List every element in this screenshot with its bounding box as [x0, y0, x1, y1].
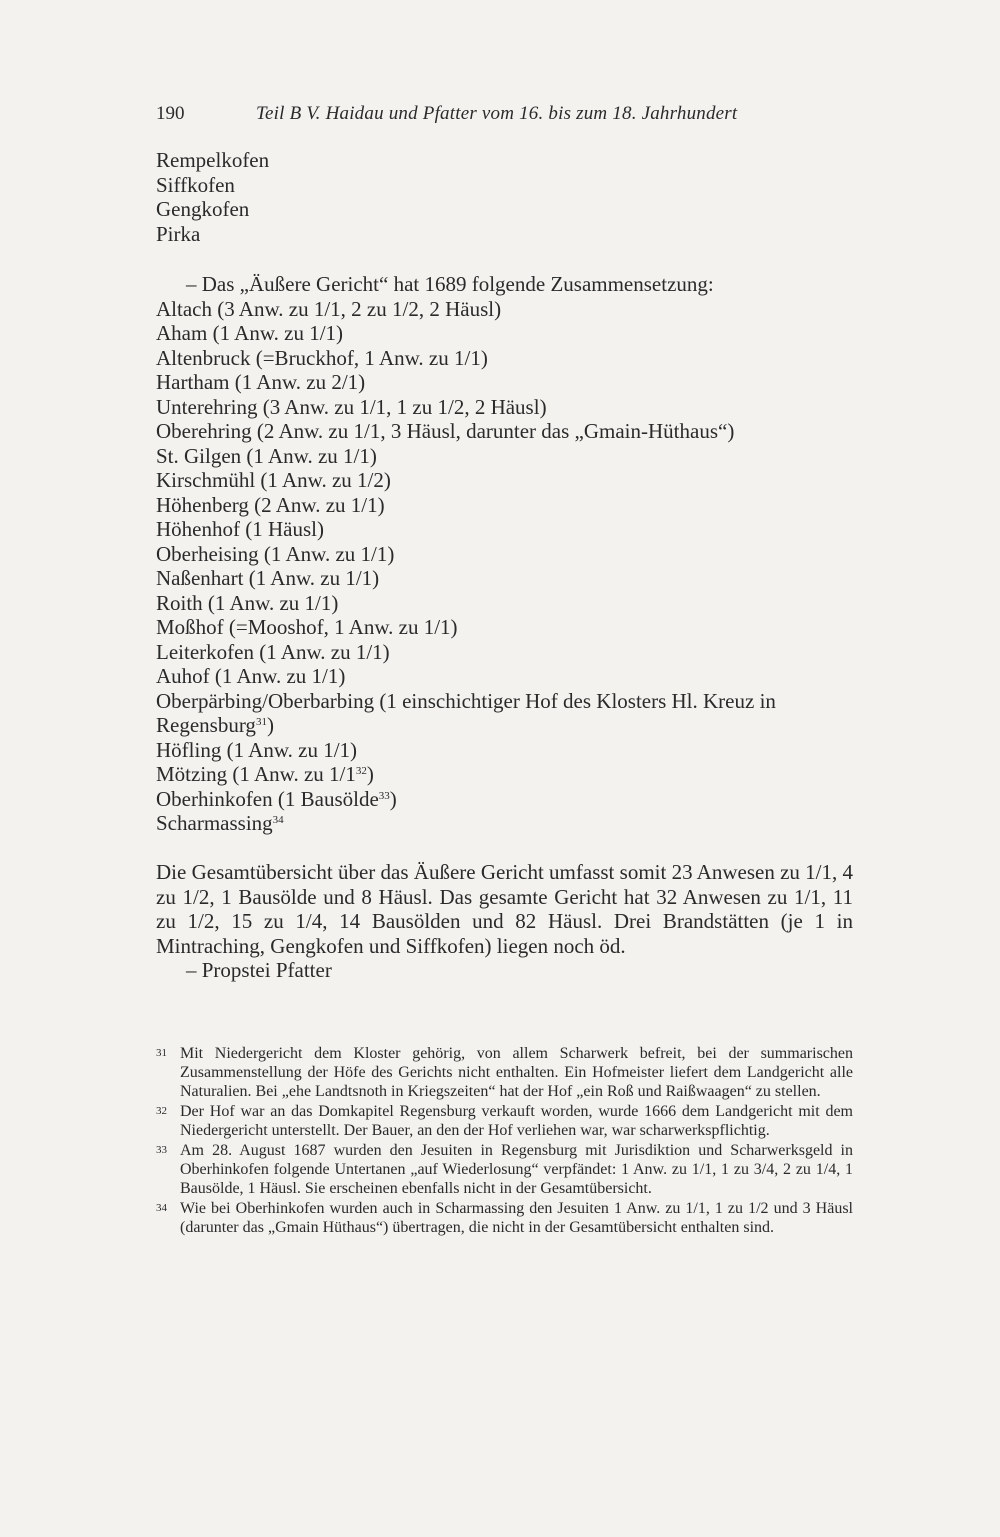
- list-item: Kirschmühl (1 Anw. zu 1/2): [156, 468, 391, 492]
- footnotes: [156, 1044, 853, 1238]
- footnote: [156, 1199, 853, 1237]
- next-section-item: – Propstei Pfatter: [186, 958, 332, 982]
- list-item: Oberehring (2 Anw. zu 1/1, 3 Häusl, darunter das „Gmain-Hüthaus“): [156, 419, 735, 443]
- footnote: [156, 1044, 853, 1101]
- list-item: Altenbruck (=Bruckhof, 1 Anw. zu 1/1): [156, 345, 488, 370]
- outer-court-list: [156, 272, 853, 836]
- running-title: Teil B V. Haidau und Pfatter vom 16. bis zum 18. Jahrhundert: [256, 103, 738, 124]
- footnote-text: Am 28. August 1687 wurden den Jesuiten in Regensburg mit Jurisdiktion und Scharwerksgeld in Oberhinkofen folgende Untertanen „auf Wiederlosung“ verpfändet: 1 Anw. zu 1/1, 1 zu 3/4, 2 zu 1/4, 1 Bausölde, 1 Häusl. Sie erscheinen ebenfalls nicht in der Gesamtübersicht.: [180, 1142, 853, 1197]
- footnote-text: Mit Niedergericht dem Kloster gehörig, von allem Scharwerk befreit, bei der summarischen Zusammenstellung der Höfe des Gerichts nicht enthalten. Ein Hofmeister liefert dem Landgericht alle Naturalien. Bei „ehe Landtsnoth in Kriegszeiten“ hat der Hof „ein Roß und Raißwaagen“ zu stellen.: [180, 1045, 853, 1100]
- list-item: Scharmassing$^{34}$: [156, 811, 284, 835]
- footnote-ref[interactable]: 33: [378, 789, 390, 802]
- footnote-ref[interactable]: 32: [355, 765, 367, 777]
- list-item: Roith (1 Anw. zu 1/1): [156, 590, 339, 615]
- list-item: Oberheising (1 Anw. zu 1/1): [156, 541, 395, 566]
- list-item: Pirka: [156, 221, 201, 246]
- list-item: St. Gilgen (1 Anw. zu 1/1): [156, 443, 377, 468]
- footnote-ref[interactable]: 34: [272, 814, 284, 826]
- list-item: Naßenhart (1 Anw. zu 1/1): [156, 566, 380, 590]
- list-item: Altach (3 Anw. zu 1/1, 2 zu 1/2, 2 Häusl): [156, 296, 502, 321]
- list-item: Höfling (1 Anw. zu 1/1): [156, 737, 358, 762]
- list-item: Unterehring (3 Anw. zu 1/1, 1 zu 1/2, 2 Häusl): [156, 394, 547, 419]
- footnote-text: Der Hof war an das Domkapitel Regensburg verkauft worden, wurde 1666 dem Landgericht mit dem Niedergericht unterstellt. Der Bauer, an den der Hof verliehen war, war scharwerkspflichtig.: [180, 1103, 853, 1139]
- list-item: Mötzing (1 Anw. zu $1/1^{32}$): [156, 762, 374, 786]
- footnote-number: 31: [156, 1047, 167, 1059]
- footnote-number: 32: [156, 1105, 167, 1117]
- list-item: Höhenberg (2 Anw. zu 1/1): [156, 492, 385, 517]
- outer-court-intro: – Das „Äußere Gericht“ hat 1689 folgende Zusammensetzung:: [186, 272, 714, 296]
- list-item: Oberpärbing/Oberbarbing (1 einschichtiger Hof des Klosters Hl. Kreuz in: [156, 688, 776, 713]
- list-item: Regensburg$^{31}$): [156, 713, 274, 737]
- footnote-number: 33: [156, 1144, 167, 1156]
- list-item: Aham (1 Anw. zu 1/1): [156, 321, 344, 345]
- footnote: [156, 1102, 853, 1140]
- place-list-top: [156, 148, 853, 246]
- summary-paragraph: Die Gesamtübersicht über das Äußere Gericht umfasst somit 23 Anwesen zu 1/1, 4 zu 1/2, 1 Bausölde und 8 Häusl. Das gesamte Gericht hat 32 Anwesen zu 1/1, 11 zu 1/2, 15 zu 1/4, 14 Bausölden und 82 Häusl. Drei Brandstätten (je 1 in Mintraching, Gengkofen und Siffkofen) liegen noch öd.: [156, 860, 853, 958]
- page-number: 190: [156, 103, 185, 124]
- summary-section: [156, 860, 853, 983]
- page-header: [156, 103, 737, 125]
- list-item: Moßhof (=Mooshof, 1 Anw. zu 1/1): [156, 615, 458, 639]
- footnote-number: 34: [156, 1202, 167, 1214]
- list-item: Hartham (1 Anw. zu 2/1): [156, 370, 366, 394]
- list-item: Auhof (1 Anw. zu 1/1): [156, 664, 346, 688]
- list-item: Oberhinkofen (1 Bausölde$^{33}$): [156, 786, 397, 811]
- list-item: Leiterkofen (1 Anw. zu 1/1): [156, 639, 390, 664]
- list-item: Gengkofen: [156, 197, 250, 221]
- footnote-text: Wie bei Oberhinkofen wurden auch in Scharmassing den Jesuiten 1 Anw. zu 1/1, 1 zu 1/2 und 3 Häusl (darunter das „Gmain Hüthaus“) übertragen, die nicht in der Gesamtübersicht enthalten sind.: [180, 1200, 853, 1236]
- list-item: Rempelkofen: [156, 148, 270, 172]
- footnote: [156, 1141, 853, 1198]
- list-item: Höhenhof (1 Häusl): [156, 517, 324, 541]
- list-item: Siffkofen: [156, 172, 235, 197]
- footnote-ref[interactable]: 31: [255, 716, 267, 728]
